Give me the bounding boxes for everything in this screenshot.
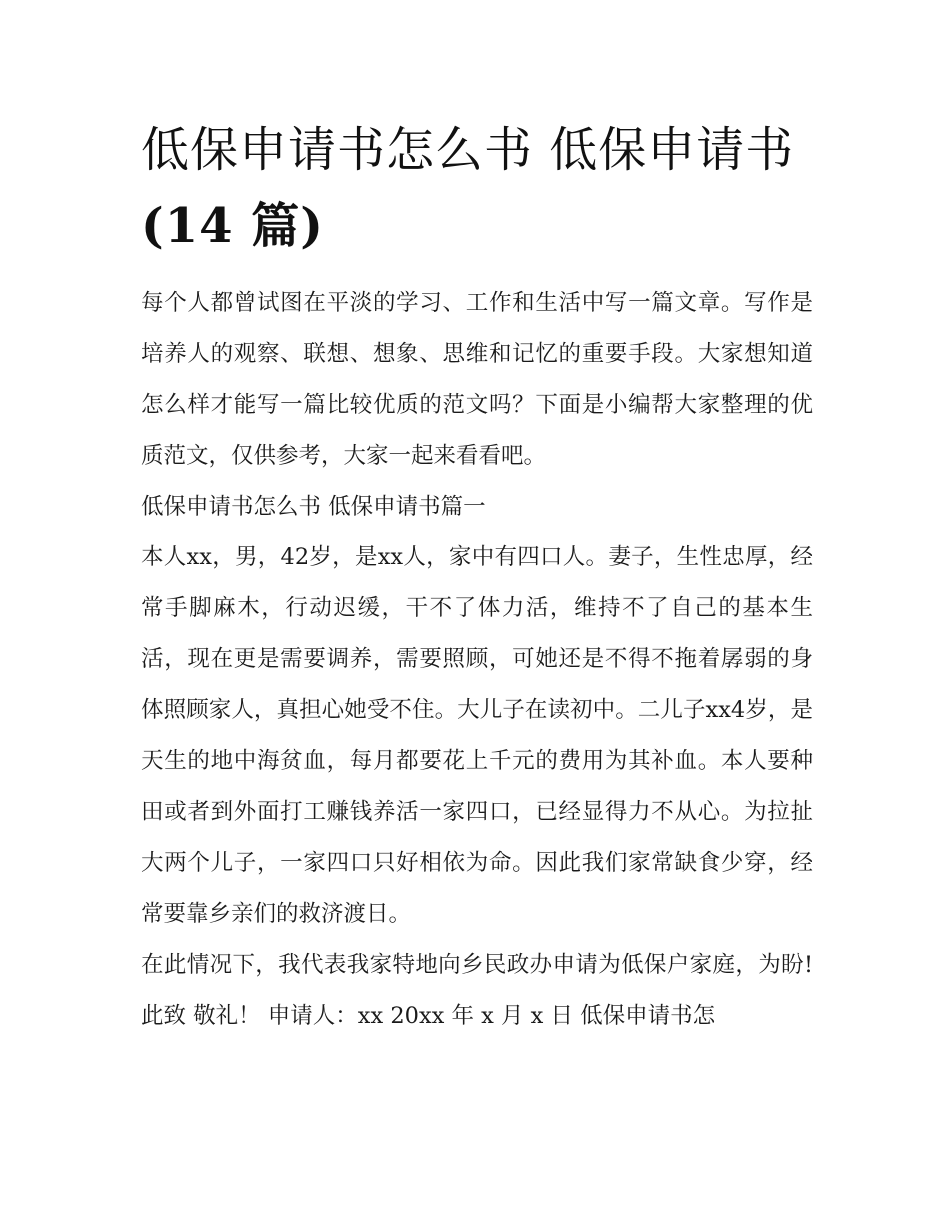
body-paragraph-1: 本人xx，男，42岁，是xx人，家中有四口人。妻子，生性忠厚，经常手脚麻木，行动迟缓，干不了体力活，维持不了自己的基本生活，现在更是需要调养，需要照顾，可她还是不得不拖着孱弱的身体照顾家人，真担心她受不住。大儿子在读初中。二儿子xx4岁，是天生的地中海贫血，每月都要花上千元的费用为其补血。本人要种田或者到外面打工赚钱养活一家四口，已经显得力不从心。为拉扯大两个儿子，一家四口只好相依为命。因此我们家常缺食少穿，经常要靠乡亲们的救济渡日。 [141,544,813,927]
body-paragraph-2: 在此情况下，我代表我家特地向乡民政办申请为低保户家庭，为盼! 此致 敬礼！ 申请人：xx 20xx 年 x 月 x 日 低保申请书怎 [141,952,813,1029]
title-line-2: (14 篇) [141,198,324,254]
document-title [141,112,813,264]
section-heading: 低保申请书怎么书 低保申请书篇一 [141,494,486,520]
document-content [141,112,813,1042]
intro-paragraph: 每个人都曾试图在平淡的学习、工作和生活中写一篇文章。写作是培养人的观察、联想、想象、思维和记忆的重要手段。大家想知道怎么样才能写一篇比较优质的范文吗？下面是小编帮大家整理的优质范文，仅供参考，大家一起来看看吧。 [141,290,813,469]
title-line-1: 低保申请书怎么书 低保申请书 [141,122,795,178]
